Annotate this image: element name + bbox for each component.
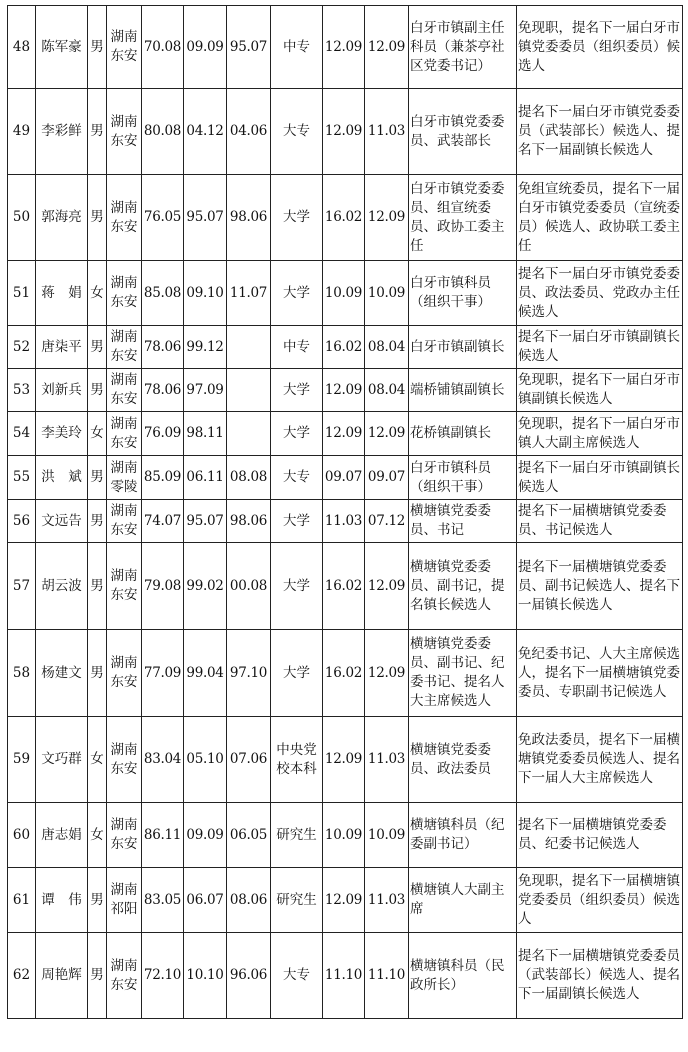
sex-cell: 男 [88, 326, 107, 369]
cadre-roster-table [7, 5, 683, 1019]
birth-date-cell: 74.07 [142, 500, 184, 543]
native-place-cell: 湖南东安 [107, 412, 142, 456]
current-position-cell: 白牙市镇党委委员、武装部长 [409, 89, 517, 175]
sex-cell: 女 [88, 261, 107, 326]
sex-cell: 男 [88, 543, 107, 630]
work-start-date-cell: 05.10 [184, 717, 227, 803]
party-join-date-cell: 97.10 [227, 630, 271, 717]
work-start-date-cell: 09.10 [184, 261, 227, 326]
education-cell: 中专 [271, 326, 323, 369]
rank-date-cell: 12.09 [365, 6, 409, 89]
proposed-appointment-cell: 提名下一届白牙市镇党委委员（武装部长）候选人、提名下一届副镇长候选人 [517, 89, 683, 175]
education-cell: 大专 [271, 933, 323, 1019]
sex-cell: 男 [88, 175, 107, 261]
table-row [8, 803, 683, 868]
proposed-appointment-cell: 提名下一届横塘镇党委委员、副书记候选人、提名下一届镇长候选人 [517, 543, 683, 630]
rank-date-cell: 11.03 [365, 717, 409, 803]
row-number-cell: 61 [8, 868, 36, 933]
current-post-date-cell: 12.09 [323, 412, 365, 456]
name-cell: 郭海亮 [36, 175, 88, 261]
current-post-date-cell: 16.02 [323, 175, 365, 261]
party-join-date-cell: 96.06 [227, 933, 271, 1019]
table-row [8, 412, 683, 456]
native-place-cell: 湖南祁阳 [107, 868, 142, 933]
education-cell: 大学 [271, 630, 323, 717]
native-place-cell: 湖南东安 [107, 933, 142, 1019]
current-position-cell: 横塘镇党委委员、副书记、纪委书记、提名人大主席候选人 [409, 630, 517, 717]
sex-cell: 男 [88, 89, 107, 175]
rank-date-cell: 10.09 [365, 803, 409, 868]
row-number-cell: 49 [8, 89, 36, 175]
work-start-date-cell: 06.07 [184, 868, 227, 933]
native-place-cell: 湖南东安 [107, 175, 142, 261]
education-cell: 大学 [271, 369, 323, 412]
sex-cell: 男 [88, 933, 107, 1019]
sex-cell: 男 [88, 456, 107, 500]
name-cell: 胡云波 [36, 543, 88, 630]
rank-date-cell: 12.09 [365, 412, 409, 456]
rank-date-cell: 12.09 [365, 630, 409, 717]
current-post-date-cell: 10.09 [323, 261, 365, 326]
name-cell: 谭 伟 [36, 868, 88, 933]
name-cell: 周艳辉 [36, 933, 88, 1019]
party-join-date-cell: 04.06 [227, 89, 271, 175]
table-row [8, 456, 683, 500]
work-start-date-cell: 99.12 [184, 326, 227, 369]
sex-cell: 男 [88, 6, 107, 89]
current-post-date-cell: 12.09 [323, 717, 365, 803]
native-place-cell: 湖南东安 [107, 803, 142, 868]
current-post-date-cell: 11.03 [323, 500, 365, 543]
name-cell: 蒋 娟 [36, 261, 88, 326]
native-place-cell: 湖南东安 [107, 630, 142, 717]
table-row [8, 6, 683, 89]
education-cell: 中央党校本科 [271, 717, 323, 803]
current-position-cell: 白牙市镇科员（组织干事） [409, 456, 517, 500]
current-post-date-cell: 16.02 [323, 543, 365, 630]
row-number-cell: 50 [8, 175, 36, 261]
birth-date-cell: 79.08 [142, 543, 184, 630]
row-number-cell: 51 [8, 261, 36, 326]
proposed-appointment-cell: 免现职，提名下一届白牙市镇党委委员（组织委员）候选人 [517, 6, 683, 89]
work-start-date-cell: 99.02 [184, 543, 227, 630]
roster-body [8, 6, 683, 1019]
proposed-appointment-cell: 免组宣统委员，提名下一届白牙市镇党委委员（宣统委员）候选人、政协联工委主任 [517, 175, 683, 261]
sex-cell: 男 [88, 868, 107, 933]
sex-cell: 男 [88, 500, 107, 543]
current-post-date-cell: 16.02 [323, 326, 365, 369]
table-row [8, 500, 683, 543]
work-start-date-cell: 95.07 [184, 175, 227, 261]
current-position-cell: 白牙市镇副主任科员（兼茶亭社区党委书记） [409, 6, 517, 89]
party-join-date-cell: 95.07 [227, 6, 271, 89]
current-position-cell: 白牙市镇科员（组织干事） [409, 261, 517, 326]
sex-cell: 男 [88, 630, 107, 717]
party-join-date-cell: 00.08 [227, 543, 271, 630]
table-row [8, 175, 683, 261]
sex-cell: 女 [88, 717, 107, 803]
table-row [8, 543, 683, 630]
party-join-date-cell: 06.05 [227, 803, 271, 868]
current-position-cell: 横塘镇党委委员、政法委员 [409, 717, 517, 803]
table-row [8, 326, 683, 369]
work-start-date-cell: 06.11 [184, 456, 227, 500]
proposed-appointment-cell: 提名下一届白牙市镇副镇长候选人 [517, 456, 683, 500]
birth-date-cell: 80.08 [142, 89, 184, 175]
name-cell: 李彩鲜 [36, 89, 88, 175]
sex-cell: 女 [88, 412, 107, 456]
rank-date-cell: 11.10 [365, 933, 409, 1019]
native-place-cell: 湖南东安 [107, 543, 142, 630]
proposed-appointment-cell: 免政法委员，提名下一届横塘镇党委委员候选人、提名下一届人大主席候选人 [517, 717, 683, 803]
native-place-cell: 湖南东安 [107, 369, 142, 412]
row-number-cell: 54 [8, 412, 36, 456]
birth-date-cell: 85.09 [142, 456, 184, 500]
name-cell: 杨建文 [36, 630, 88, 717]
proposed-appointment-cell: 提名下一届横塘镇党委委员、书记候选人 [517, 500, 683, 543]
current-post-date-cell: 10.09 [323, 803, 365, 868]
work-start-date-cell: 99.04 [184, 630, 227, 717]
proposed-appointment-cell: 免纪委书记、人大主席候选人，提名下一届横塘镇党委委员、专职副书记候选人 [517, 630, 683, 717]
rank-date-cell: 11.03 [365, 868, 409, 933]
work-start-date-cell: 09.09 [184, 803, 227, 868]
birth-date-cell: 76.09 [142, 412, 184, 456]
current-position-cell: 横塘镇科员（纪委副书记） [409, 803, 517, 868]
rank-date-cell: 07.12 [365, 500, 409, 543]
birth-date-cell: 78.06 [142, 369, 184, 412]
party-join-date-cell: 07.06 [227, 717, 271, 803]
current-position-cell: 横塘镇党委委员、书记 [409, 500, 517, 543]
name-cell: 李美玲 [36, 412, 88, 456]
rank-date-cell: 08.04 [365, 369, 409, 412]
birth-date-cell: 86.11 [142, 803, 184, 868]
rank-date-cell: 09.07 [365, 456, 409, 500]
proposed-appointment-cell: 免现职，提名下一届横塘镇党委委员（组织委员）候选人 [517, 868, 683, 933]
rank-date-cell: 08.04 [365, 326, 409, 369]
current-position-cell: 端桥铺镇副镇长 [409, 369, 517, 412]
current-post-date-cell: 12.09 [323, 369, 365, 412]
row-number-cell: 58 [8, 630, 36, 717]
name-cell: 刘新兵 [36, 369, 88, 412]
row-number-cell: 52 [8, 326, 36, 369]
current-post-date-cell: 11.10 [323, 933, 365, 1019]
current-position-cell: 白牙市镇副镇长 [409, 326, 517, 369]
party-join-date-cell: 98.06 [227, 175, 271, 261]
education-cell: 大学 [271, 175, 323, 261]
table-row [8, 630, 683, 717]
native-place-cell: 湖南东安 [107, 500, 142, 543]
education-cell: 大学 [271, 500, 323, 543]
rank-date-cell: 12.09 [365, 175, 409, 261]
current-position-cell: 横塘镇人大副主席 [409, 868, 517, 933]
rank-date-cell: 10.09 [365, 261, 409, 326]
party-join-date-cell: 08.08 [227, 456, 271, 500]
table-row [8, 933, 683, 1019]
work-start-date-cell: 10.10 [184, 933, 227, 1019]
current-post-date-cell: 16.02 [323, 630, 365, 717]
current-post-date-cell: 09.07 [323, 456, 365, 500]
birth-date-cell: 83.04 [142, 717, 184, 803]
native-place-cell: 湖南东安 [107, 261, 142, 326]
education-cell: 研究生 [271, 803, 323, 868]
party-join-date-cell: 08.06 [227, 868, 271, 933]
education-cell: 研究生 [271, 868, 323, 933]
proposed-appointment-cell: 提名下一届白牙市镇副镇长候选人 [517, 326, 683, 369]
native-place-cell: 湖南零陵 [107, 456, 142, 500]
current-position-cell: 横塘镇党委委员、副书记，提名镇长候选人 [409, 543, 517, 630]
proposed-appointment-cell: 提名下一届横塘镇党委委员（武装部长）候选人、提名下一届副镇长候选人 [517, 933, 683, 1019]
birth-date-cell: 77.09 [142, 630, 184, 717]
party-join-date-cell: 98.06 [227, 500, 271, 543]
row-number-cell: 55 [8, 456, 36, 500]
party-join-date-cell [227, 412, 271, 456]
birth-date-cell: 72.10 [142, 933, 184, 1019]
birth-date-cell: 78.06 [142, 326, 184, 369]
name-cell: 陈军豪 [36, 6, 88, 89]
proposed-appointment-cell: 免现职，提名下一届白牙市镇副镇长候选人 [517, 369, 683, 412]
education-cell: 大专 [271, 456, 323, 500]
birth-date-cell: 70.08 [142, 6, 184, 89]
name-cell: 文巧群 [36, 717, 88, 803]
name-cell: 洪 斌 [36, 456, 88, 500]
rank-date-cell: 11.03 [365, 89, 409, 175]
row-number-cell: 62 [8, 933, 36, 1019]
education-cell: 大学 [271, 261, 323, 326]
sex-cell: 女 [88, 803, 107, 868]
sex-cell: 男 [88, 369, 107, 412]
birth-date-cell: 83.05 [142, 868, 184, 933]
native-place-cell: 湖南东安 [107, 326, 142, 369]
current-position-cell: 横塘镇科员（民政所长） [409, 933, 517, 1019]
table-row [8, 261, 683, 326]
native-place-cell: 湖南东安 [107, 717, 142, 803]
party-join-date-cell [227, 369, 271, 412]
work-start-date-cell: 04.12 [184, 89, 227, 175]
row-number-cell: 56 [8, 500, 36, 543]
row-number-cell: 57 [8, 543, 36, 630]
row-number-cell: 48 [8, 6, 36, 89]
education-cell: 大学 [271, 543, 323, 630]
work-start-date-cell: 95.07 [184, 500, 227, 543]
name-cell: 唐柒平 [36, 326, 88, 369]
row-number-cell: 60 [8, 803, 36, 868]
native-place-cell: 湖南东安 [107, 89, 142, 175]
education-cell: 大学 [271, 412, 323, 456]
current-post-date-cell: 12.09 [323, 868, 365, 933]
proposed-appointment-cell: 提名下一届横塘镇党委委员、纪委书记候选人 [517, 803, 683, 868]
proposed-appointment-cell: 免现职，提名下一届白牙市镇人大副主席候选人 [517, 412, 683, 456]
education-cell: 大专 [271, 89, 323, 175]
current-post-date-cell: 12.09 [323, 6, 365, 89]
birth-date-cell: 76.05 [142, 175, 184, 261]
rank-date-cell: 12.09 [365, 543, 409, 630]
current-position-cell: 花桥镇副镇长 [409, 412, 517, 456]
name-cell: 唐志娟 [36, 803, 88, 868]
table-row [8, 868, 683, 933]
party-join-date-cell [227, 326, 271, 369]
work-start-date-cell: 09.09 [184, 6, 227, 89]
name-cell: 文远告 [36, 500, 88, 543]
work-start-date-cell: 98.11 [184, 412, 227, 456]
row-number-cell: 53 [8, 369, 36, 412]
table-row [8, 369, 683, 412]
table-row [8, 717, 683, 803]
table-row [8, 89, 683, 175]
proposed-appointment-cell: 提名下一届白牙市镇党委委员、政法委员、党政办主任候选人 [517, 261, 683, 326]
current-position-cell: 白牙市镇党委委员、组宣统委员、政协工委主任 [409, 175, 517, 261]
education-cell: 中专 [271, 6, 323, 89]
current-post-date-cell: 12.09 [323, 89, 365, 175]
row-number-cell: 59 [8, 717, 36, 803]
native-place-cell: 湖南东安 [107, 6, 142, 89]
birth-date-cell: 85.08 [142, 261, 184, 326]
party-join-date-cell: 11.07 [227, 261, 271, 326]
work-start-date-cell: 97.09 [184, 369, 227, 412]
